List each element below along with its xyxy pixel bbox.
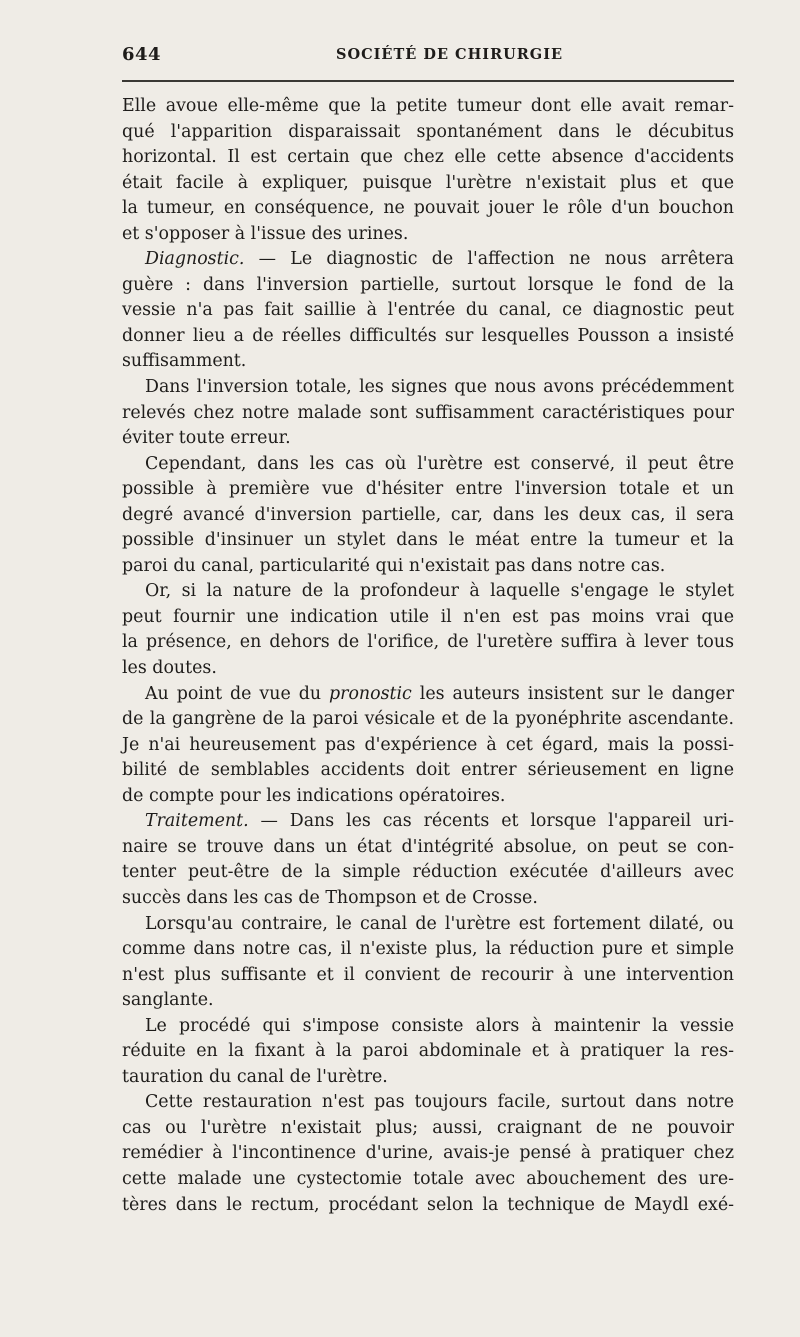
text-line: qué l'apparition disparaissait spontanément dans le décubitus [122, 121, 734, 142]
header-rule [122, 80, 734, 82]
emphasis-pronostic: pronostic [329, 683, 412, 704]
text-line: la tumeur, en conséquence, ne pouvait jouer le rôle d'un bouchon [122, 198, 734, 219]
text-line: donner lieu a de réelles difficultés sur lesquelles Pousson a insisté [122, 325, 734, 346]
text-line: réduite en la fixant à la paroi abdominale et à pratiquer la res- [122, 1041, 734, 1062]
text-line: était facile à expliquer, puisque l'urètre n'existait plus et que [122, 172, 734, 193]
text-line: tenter peut-être de la simple réduction exécutée d'ailleurs avec [122, 862, 734, 883]
text-line: Elle avoue elle-même que la petite tumeur dont elle avait remar- [122, 96, 734, 116]
text-line: peut fournir une indication utile il n'en est pas moins vrai que [122, 606, 734, 627]
text-line: cette malade une cystectomie totale avec abouchement des ure- [122, 1168, 734, 1189]
text-line: possible d'insinuer un stylet dans le méat entre la tumeur et la [122, 530, 734, 551]
text-span: Au point de vue du [145, 683, 329, 704]
text-span: — Dans les cas récents et lorsque l'appareil uri- [248, 811, 734, 832]
text-line: Le procédé qui s'impose consiste alors à maintenir la vessie [145, 1015, 734, 1036]
text-line: Cependant, dans les cas où l'urètre est conservé, il peut être [145, 453, 734, 474]
text-line: Dans l'inversion totale, les signes que nous avons précédemment [145, 377, 734, 398]
text-line [122, 682, 734, 708]
text-line: relevés chez notre malade sont suffisamment caractéristiques pour [122, 402, 734, 423]
text-line: de compte pour les indications opératoires. [122, 785, 506, 806]
text-line: tères dans le rectum, procédant selon la technique de Maydl exé- [122, 1194, 734, 1215]
text-line: guère : dans l'inversion partielle, surtout lorsque le fond de la [122, 274, 734, 295]
text-line: naire se trouve dans un état d'intégrité absolue, on peut se con- [122, 836, 734, 857]
text-line: succès dans les cas de Thompson et de Crosse. [122, 887, 538, 908]
page-number: 644 [122, 44, 162, 65]
text-line: éviter toute erreur. [122, 428, 291, 449]
text-line [122, 247, 734, 273]
text-line: suffisamment. [122, 351, 247, 372]
page-header [122, 44, 734, 70]
text-line: sanglante. [122, 990, 214, 1011]
text-line: comme dans notre cas, il n'existe plus, la réduction pure et simple [122, 939, 734, 960]
text-line: cas ou l'urètre n'existait plus; aussi, craignant de ne pouvoir [122, 1117, 734, 1138]
text-line: Cette restauration n'est pas toujours facile, surtout dans notre [145, 1092, 734, 1113]
running-head: SOCIÉTÉ DE CHIRURGIE [336, 46, 564, 63]
text-line: les doutes. [122, 658, 217, 679]
text-line: n'est plus suffisante et il convient de recourir à une intervention [122, 964, 734, 985]
text-line: de la gangrène de la paroi vésicale et de la pyonéphrite ascendante. [122, 709, 734, 730]
text-span: les auteurs insistent sur le danger [411, 683, 735, 704]
text-span: — Le diagnostic de l'affection ne nous arrêtera [244, 249, 734, 270]
text-line: vessie n'a pas fait saillie à l'entrée du canal, ce diagnostic peut [122, 300, 734, 321]
text-line: Lorsqu'au contraire, le canal de l'urètre est fortement dilaté, ou [145, 913, 734, 934]
text-line: et s'opposer à l'issue des urines. [122, 223, 409, 244]
section-heading-traitement: Traitement. [145, 811, 249, 832]
text-line: remédier à l'incontinence d'urine, avais-je pensé à pratiquer chez [122, 1143, 734, 1164]
text-line: bilité de semblables accidents doit entrer sérieusement en ligne [122, 760, 734, 781]
text-line [122, 809, 734, 835]
text-line: paroi du canal, particularité qui n'existait pas dans notre cas. [122, 555, 666, 576]
text-line: tauration du canal de l'urètre. [122, 1066, 388, 1087]
text-line: horizontal. Il est certain que chez elle cette absence d'accidents [122, 147, 734, 168]
text-line: la présence, en dehors de l'orifice, de l'uretère suffira à lever tous [122, 632, 734, 653]
body-text [122, 94, 734, 1218]
text-line: Or, si la nature de la profondeur à laquelle s'engage le stylet [145, 581, 734, 602]
text-line: degré avancé d'inversion partielle, car, dans les deux cas, il sera [122, 504, 734, 525]
section-heading-diagnostic: Diagnostic. [145, 249, 245, 270]
text-line: possible à première vue d'hésiter entre l'inversion totale et un [122, 479, 734, 500]
text-line: Je n'ai heureusement pas d'expérience à cet égard, mais la possi- [122, 734, 734, 755]
